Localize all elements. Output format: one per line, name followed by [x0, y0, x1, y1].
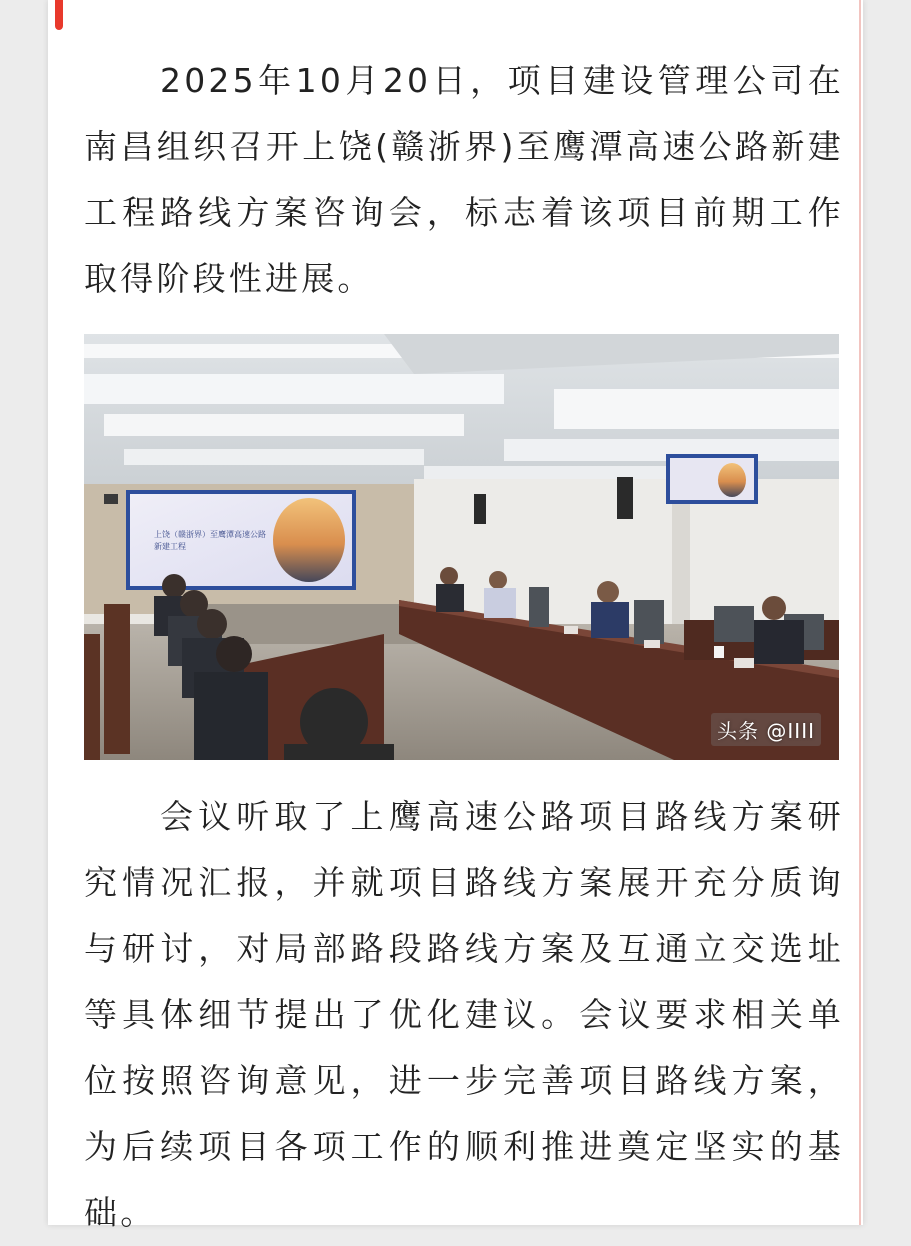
accent-bar	[55, 0, 63, 30]
article-paragraph-2: 会议听取了上鹰高速公路项目路线方案研究情况汇报，并就项目路线方案展开充分质询与研讨，对局部路段路线方案及互通立交选址等具体细节提出了优化建议。会议要求相关单位按照咨询意见，进一步完善项目路线方案，为后续项目各项工作的顺利推进奠定坚实的基础。	[84, 797, 844, 1232]
screen-text-line1: 上饶（赣浙界）至鹰潭高速公路	[154, 530, 266, 539]
screen-text-line2: 新建工程	[154, 542, 186, 551]
right-border-line	[859, 0, 861, 1225]
meeting-photo-illustration	[84, 334, 839, 760]
article-paragraph-1: 2025年10月20日，项目建设管理公司在南昌组织召开上饶(赣浙界)至鹰潭高速公路新建工程路线方案咨询会，标志着该项目前期工作取得阶段性进展。	[84, 61, 844, 298]
photo-watermark: 头条 @IIII	[711, 713, 821, 746]
meeting-photo[interactable]	[84, 334, 839, 760]
